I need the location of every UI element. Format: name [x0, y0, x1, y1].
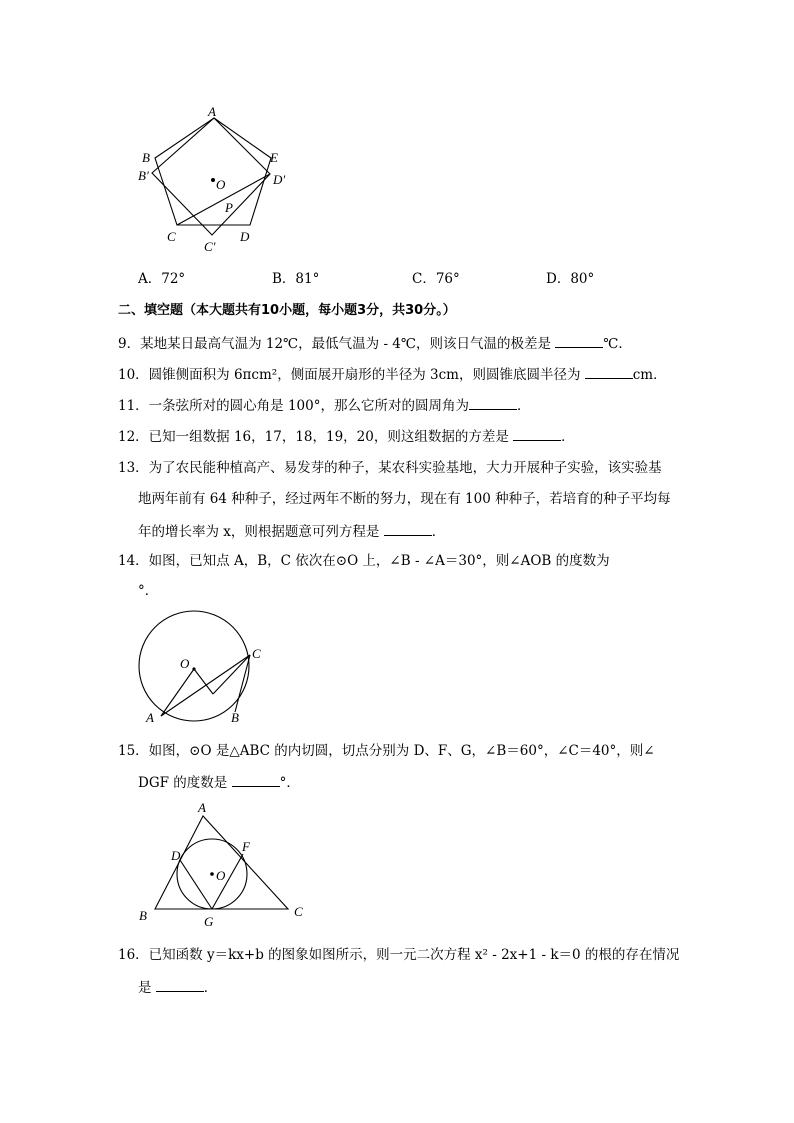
label-E: E — [270, 150, 278, 165]
q10-answer-blank[interactable] — [585, 364, 633, 379]
question-14-line-1: 14．如图，已知点 A，B，C 依次在⊙O 上，∠B - ∠A＝30°，则∠AOB 的度数为 — [118, 553, 610, 569]
question-15-line-1: 15．如图，⊙O 是△ABC 的内切圆，切点分别为 D、F、G，∠B＝60°，∠C＝40°，则∠ — [118, 743, 655, 759]
label-G: G — [204, 914, 214, 929]
q13-text: 年的增长率为 x，则根据题意可列方程是 — [138, 524, 384, 540]
label-C-prime: C′ — [204, 239, 216, 254]
label-A: A — [146, 710, 154, 725]
question-16-line-1: 16．已知函数 y＝kx+b 的图象如图所示，则一元二次方程 x² - 2x+1 - k＝0 的根的存在情况 — [118, 947, 680, 963]
q11-answer-blank[interactable] — [469, 395, 517, 410]
choice-d: D．80° — [546, 271, 595, 287]
label-C: C — [167, 229, 176, 244]
q12-answer-blank[interactable] — [513, 426, 561, 441]
q16-answer-blank[interactable] — [156, 977, 204, 992]
label-B: B — [142, 150, 150, 165]
choice-a: A．72° — [138, 271, 186, 287]
incircle-figure — [130, 798, 320, 930]
label-A: A — [198, 800, 206, 815]
q16-text: 是 — [138, 980, 156, 996]
label-C: C — [294, 904, 303, 919]
label-A: A — [208, 104, 216, 119]
label-B-prime: B′ — [138, 168, 149, 183]
question-14-line-2: °． — [138, 583, 159, 599]
question-15-line-2 — [138, 772, 300, 792]
q15-answer-blank[interactable] — [232, 772, 280, 787]
label-B: B — [139, 908, 147, 923]
q9-text: 9．某地某日最高气温为 12℃，最低气温为 - 4℃，则该日气温的极差是 — [118, 336, 556, 352]
question-13-line-3 — [138, 521, 445, 541]
q13-answer-blank[interactable] — [384, 521, 432, 536]
label-D: D — [240, 229, 250, 244]
q9-answer-blank[interactable] — [555, 333, 603, 348]
label-C: C — [252, 646, 261, 661]
label-D-prime: D′ — [273, 172, 286, 187]
pentagon-figure — [130, 100, 300, 260]
q10-after: cm． — [632, 367, 667, 383]
q10-text: 10．圆锥侧面积为 6πcm²，侧面展开扇形的半径为 3cm，则圆锥底圆半径为 — [118, 367, 585, 383]
choice-c: C．76° — [412, 271, 460, 287]
label-D: D — [171, 848, 181, 863]
section-header: 二、填空题（本大题共有10小题，每小题3分，共30分。） — [118, 303, 456, 318]
q11-text: 11．一条弦所对的圆心角是 100°，那么它所对的圆周角为 — [118, 398, 469, 414]
circle-figure — [130, 608, 280, 726]
question-12 — [118, 426, 575, 446]
choice-b: B．81° — [272, 271, 320, 287]
q13-after: ． — [431, 524, 446, 540]
question-10 — [118, 364, 667, 384]
q16-after: ． — [203, 980, 218, 996]
label-O: O — [216, 177, 226, 192]
q15-after: °． — [279, 775, 300, 791]
q11-after: ． — [517, 398, 531, 414]
label-B: B — [231, 710, 239, 725]
question-11 — [118, 395, 531, 415]
q12-text: 12．已知一组数据 16，17，18，19，20，则这组数据的方差是 — [118, 429, 514, 445]
question-16-line-2 — [138, 977, 217, 997]
question-13-line-1: 13．为了农民能种植高产、易发芽的种子，某农科实验基地，大力开展种子实验，该实验基 — [118, 460, 662, 476]
label-O: O — [216, 868, 226, 883]
question-13-line-2: 地两年前有 64 种种子，经过两年不断的努力，现在有 100 种种子，若培育的种子平均每 — [138, 491, 671, 507]
label-O: O — [180, 656, 190, 671]
label-P: P — [225, 200, 233, 215]
q9-after: ℃． — [603, 336, 632, 352]
question-9 — [118, 333, 632, 353]
q15-text: DGF 的度数是 — [138, 775, 232, 791]
label-F: F — [242, 839, 250, 854]
q12-after: ． — [561, 429, 575, 445]
